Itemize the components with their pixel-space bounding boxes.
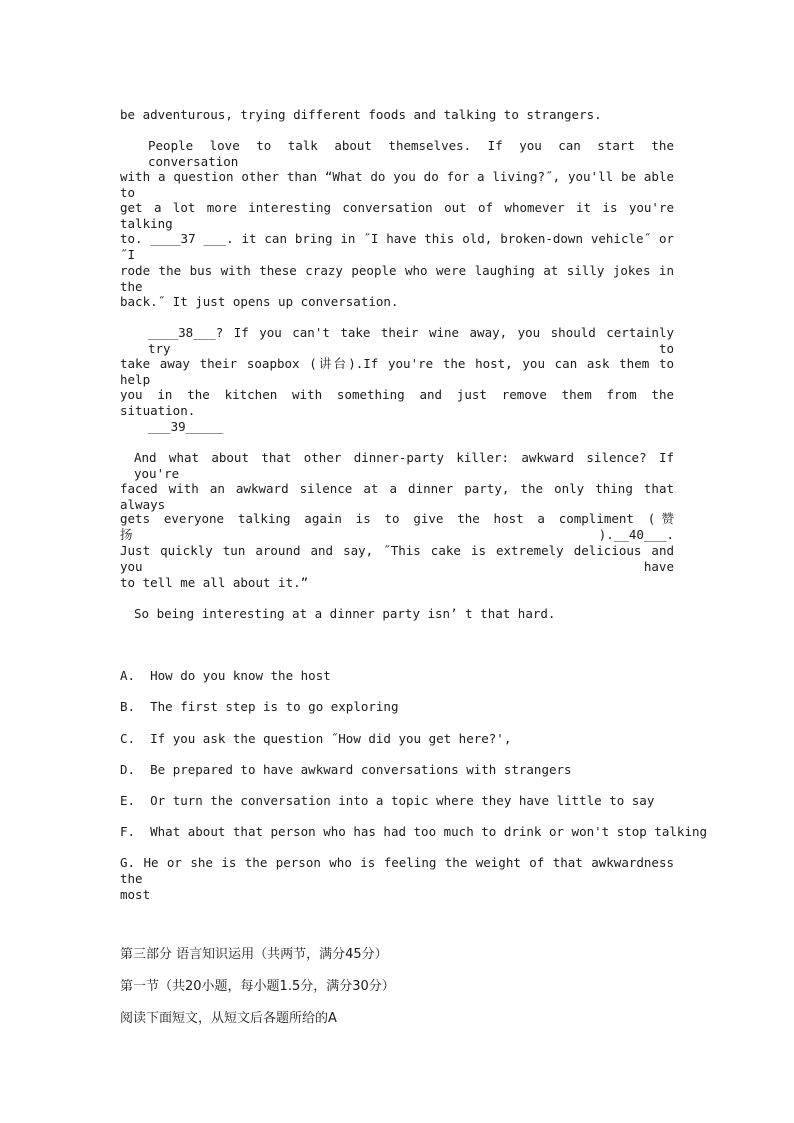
passage-line: back.˝ It just opens up conversation. <box>120 294 399 309</box>
option-text: If you ask the question ˝How did you get here?', <box>150 731 512 746</box>
option-a <box>120 668 331 684</box>
option-g-continuation: most <box>120 887 151 902</box>
passage-line: to tell me all about it.” <box>120 575 309 590</box>
option-text: He or she is the person who is feeling the weight of that awkwardness the <box>120 855 674 886</box>
passage-line: rode the bus with these crazy people who were laughing at silly jokes in the <box>120 263 674 294</box>
passage-line: get a lot more interesting conversation out of whomever it is you're talking <box>120 200 674 231</box>
option-letter: F. <box>120 824 136 839</box>
option-text: The first step is to go exploring <box>150 699 399 714</box>
instruction-text: 阅读下面短文，从短文后各题所给的A <box>120 1011 337 1026</box>
option-text: Or turn the conversation into a topic where they have little to say <box>150 793 655 808</box>
option-text: Be prepared to have awkward conversations with strangers <box>150 762 572 777</box>
option-b <box>120 699 398 715</box>
passage-conclusion: So being interesting at a dinner party isn’ t that hard. <box>134 606 556 621</box>
option-letter: A. <box>120 668 136 683</box>
subsection-title: 第一节（共20小题，每小题1.5分，满分30分） <box>120 979 395 994</box>
option-letter: B. <box>120 699 136 714</box>
option-text: What about that person who has had too much to drink or won't stop talking <box>150 824 708 839</box>
option-f <box>120 824 707 840</box>
passage-line: you in the kitchen with something and just remove them from the situation. <box>120 387 674 418</box>
option-c <box>120 731 511 747</box>
passage-line: take away their soapbox (讲台).If you're the host, you can ask them to help <box>120 356 674 387</box>
part-title: 第三部分 语言知识运用（共两节，满分45分） <box>120 947 388 962</box>
passage-line: with a question other than “What do you do for a living?˝, you'll be able to <box>120 169 674 200</box>
passage-line-blank-37: to. ____37 ___. it can bring in ˝I have this old, broken-down vehicle˝ or ˝I <box>120 231 674 262</box>
option-letter: D. <box>120 762 136 777</box>
option-text: How do you know the host <box>150 668 331 683</box>
passage-line: Just quickly tun around and say, ˝This cake is extremely delicious and you have <box>120 543 674 574</box>
passage-line-blank-38: ____38___? If you can't take their wine away, you should certainly try to <box>148 325 674 356</box>
passage-line: be adventurous, trying different foods and talking to strangers. <box>120 107 602 122</box>
passage-line: faced with an awkward silence at a dinner party, the only thing that always <box>120 481 674 512</box>
option-e <box>120 793 654 809</box>
passage-blank-39: ___39_____ <box>148 419 224 434</box>
option-g <box>120 855 674 887</box>
passage-line-blank-40: gets everyone talking again is to give the host a compliment (赞扬).__40___. <box>120 511 674 542</box>
option-d <box>120 762 572 778</box>
option-letter: E. <box>120 793 136 808</box>
passage-paragraph-start: And what about that other dinner-party killer: awkward silence? If you're <box>134 450 674 481</box>
option-letter: G. <box>120 855 136 870</box>
option-letter: C. <box>120 731 136 746</box>
passage-paragraph-start: People love to talk about themselves. If you can start the conversation <box>148 138 674 169</box>
